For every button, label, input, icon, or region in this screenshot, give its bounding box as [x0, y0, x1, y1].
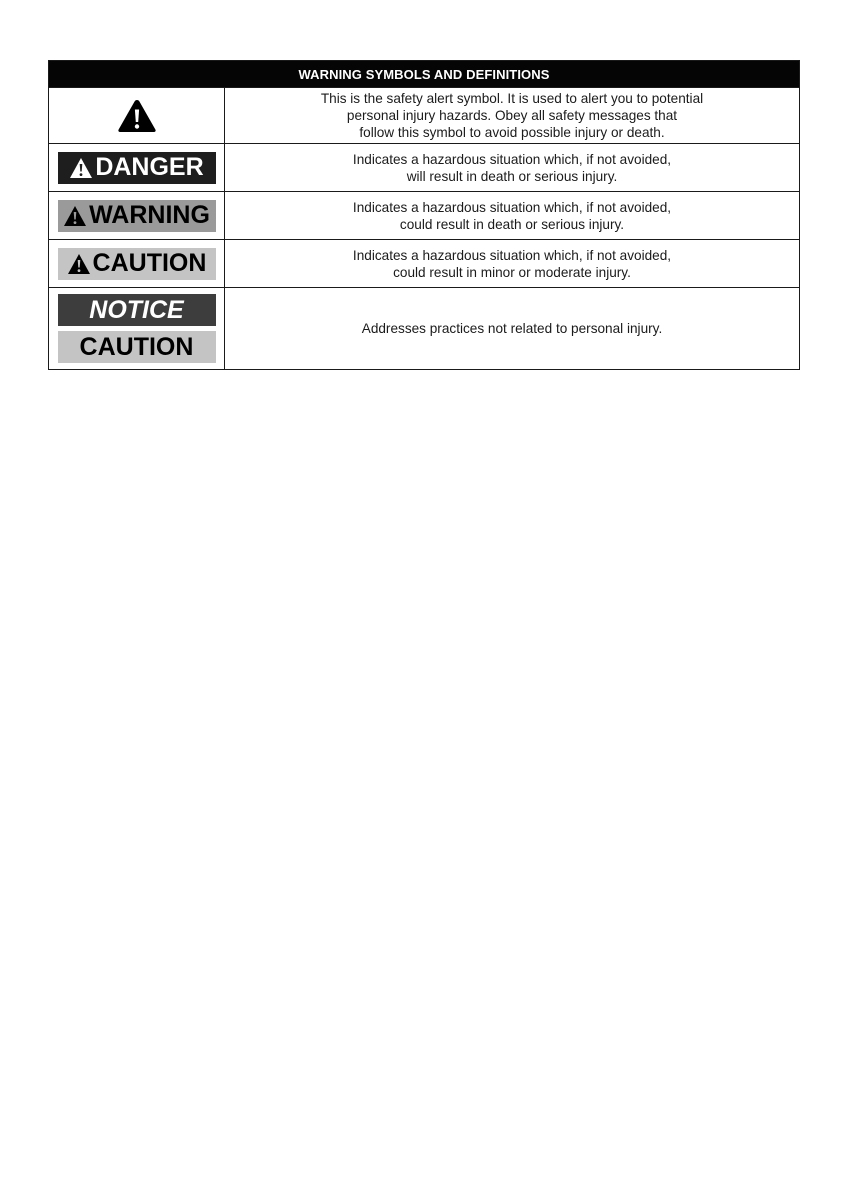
symbol-cell	[49, 288, 225, 370]
table-row-notice	[49, 288, 800, 370]
notice-caution-signs	[58, 294, 216, 363]
caution-sign	[58, 248, 216, 280]
table-row-safety-alert	[49, 88, 800, 144]
symbol-cell	[49, 240, 225, 288]
definition-line: will result in death or serious injury.	[406, 168, 618, 184]
table-row-caution	[49, 240, 800, 288]
safety-alert-symbol-icon	[117, 98, 157, 134]
table-row-danger	[49, 144, 800, 192]
table-row-warning	[49, 192, 800, 240]
definition-line: This is the safety alert symbol. It is used to alert you to potential	[320, 91, 704, 106]
danger-label: DANGER	[95, 153, 204, 181]
definition-cell	[225, 88, 800, 144]
warning-triangle-icon	[69, 157, 93, 179]
caution-label: CAUTION	[92, 249, 207, 277]
table-title: WARNING SYMBOLS AND DEFINITIONS	[49, 61, 800, 88]
definition-line: follow this symbol to avoid possible injury or death.	[359, 125, 665, 140]
definition-cell	[225, 288, 800, 370]
symbol-cell	[49, 192, 225, 240]
definition-line: could result in minor or moderate injury.	[393, 264, 631, 280]
symbol-cell	[49, 144, 225, 192]
warning-sign	[58, 200, 216, 232]
definition-line: Indicates a hazardous situation which, if not avoided,	[352, 199, 672, 215]
definition-line: personal injury hazards. Obey all safety messages that	[346, 108, 678, 123]
definition-cell	[225, 192, 800, 240]
danger-sign	[58, 152, 216, 184]
definition-line: could result in death or serious injury.	[399, 216, 625, 232]
caution-sign: CAUTION	[58, 331, 216, 363]
notice-sign: NOTICE	[58, 294, 216, 326]
definition-line: Indicates a hazardous situation which, if not avoided,	[352, 247, 672, 263]
definition-cell	[225, 144, 800, 192]
warning-triangle-icon	[67, 253, 91, 275]
definition-cell	[225, 240, 800, 288]
definition-line: Indicates a hazardous situation which, if not avoided,	[352, 151, 672, 167]
warning-symbols-table	[48, 60, 800, 370]
definition-line: Addresses practices not related to personal injury.	[361, 321, 663, 336]
warning-triangle-icon	[63, 205, 87, 227]
symbol-cell	[49, 88, 225, 144]
warning-label: WARNING	[89, 201, 210, 229]
